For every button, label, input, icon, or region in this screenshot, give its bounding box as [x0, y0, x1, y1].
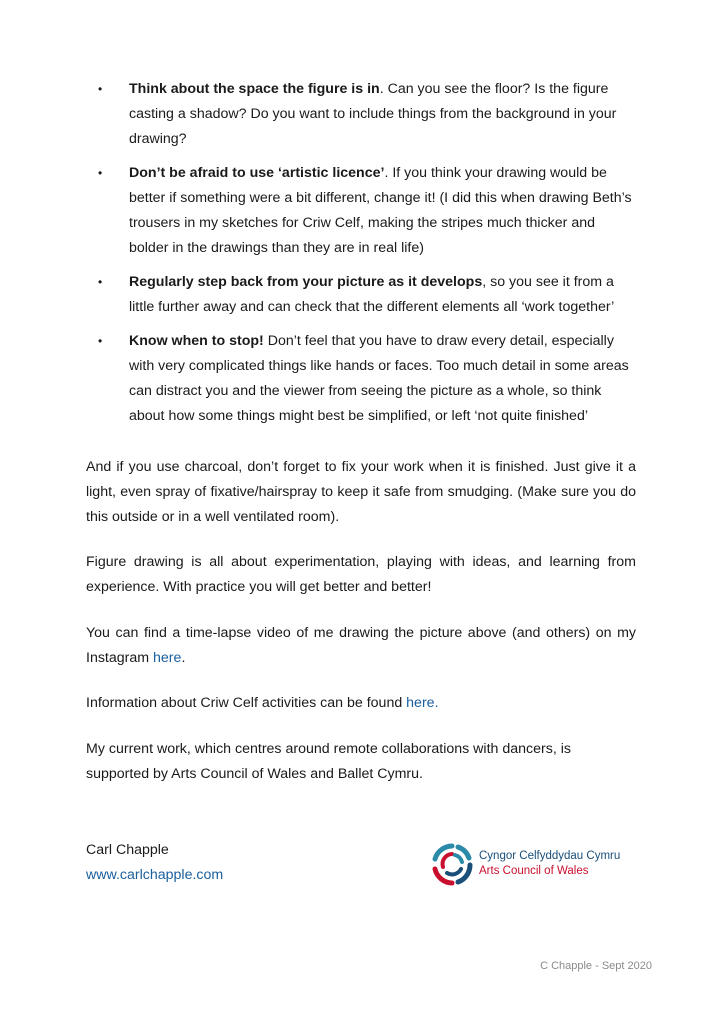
bullet-icon: • [98, 275, 103, 289]
tip-item [86, 329, 636, 429]
tips-list [86, 77, 636, 438]
logo-english-name: Arts Council of Wales [479, 865, 589, 877]
bullet-icon: • [98, 334, 103, 348]
tip-heading: Don’t be afraid to use ‘artistic licence’ [129, 165, 385, 181]
criw-celf-link[interactable]: here. [406, 695, 439, 711]
tip-heading: Know when to stop! [129, 333, 264, 349]
logo-welsh-name: Cyngor Celfyddydau Cymru [479, 850, 621, 862]
tip-text: Don’t feel that you have to draw every detail, especially with very complicated things like hands or faces. Too much detail in some areas can distract you and the viewer from seeing the picture as a whole, so think about how some things might best be simplified, or left ‘not quite finished’ [129, 333, 629, 424]
logo-wordmark [479, 849, 620, 879]
tip-text: . If you think your drawing would be better if something were a bit different, change it! (I did this when drawing Beth’s trousers in my sketches for Criw Celf, making the stripes much thicker and bolder in the drawings than they are in real life) [129, 165, 632, 256]
bullet-icon: • [98, 82, 103, 96]
instagram-link[interactable]: here [153, 650, 182, 666]
charcoal-paragraph: And if you use charcoal, don’t forget to fix your work when it is finished. Just give it a light, even spray of fixative/hairspray to keep it safe from smudging. (Make sure you do this outside or in a well ventilated room). [86, 459, 636, 525]
tip-text: . Can you see the floor? Is the figure casting a shadow? Do you want to include things from the background in your drawing? [129, 81, 617, 147]
tip-text: , so you see it from a little further away and can check that the different elements all ‘work together’ [129, 274, 615, 315]
arts-council-logo [431, 843, 631, 887]
arts-council-emblem-icon [431, 843, 473, 887]
video-text: You can find a time-lapse video of me drawing the picture above (and others) on my Instagram [86, 625, 636, 666]
author-name: Carl Chapple [86, 842, 169, 858]
bullet-icon: • [98, 166, 103, 180]
info-paragraph [86, 691, 636, 716]
tip-item [86, 161, 636, 261]
experimentation-paragraph: Figure drawing is all about experimentation, playing with ideas, and learning from experience. With practice you will get better and better! [86, 554, 636, 595]
video-paragraph [86, 621, 636, 671]
tip-item [86, 270, 636, 320]
signature-block [86, 838, 223, 888]
video-end: . [181, 650, 186, 666]
page-footer: C Chapple - Sept 2020 [540, 960, 652, 972]
tip-heading: Think about the space the figure is in [129, 81, 380, 97]
info-text: Information about Criw Celf activities can be found [86, 695, 407, 711]
website-link[interactable]: www.carlchapple.com [86, 867, 224, 883]
current-work-paragraph: My current work, which centres around remote collaborations with dancers, is supported by Arts Council of Wales and Ballet Cymru. [86, 741, 571, 782]
tip-item [86, 77, 636, 152]
tip-heading: Regularly step back from your picture as it develops [129, 274, 483, 290]
